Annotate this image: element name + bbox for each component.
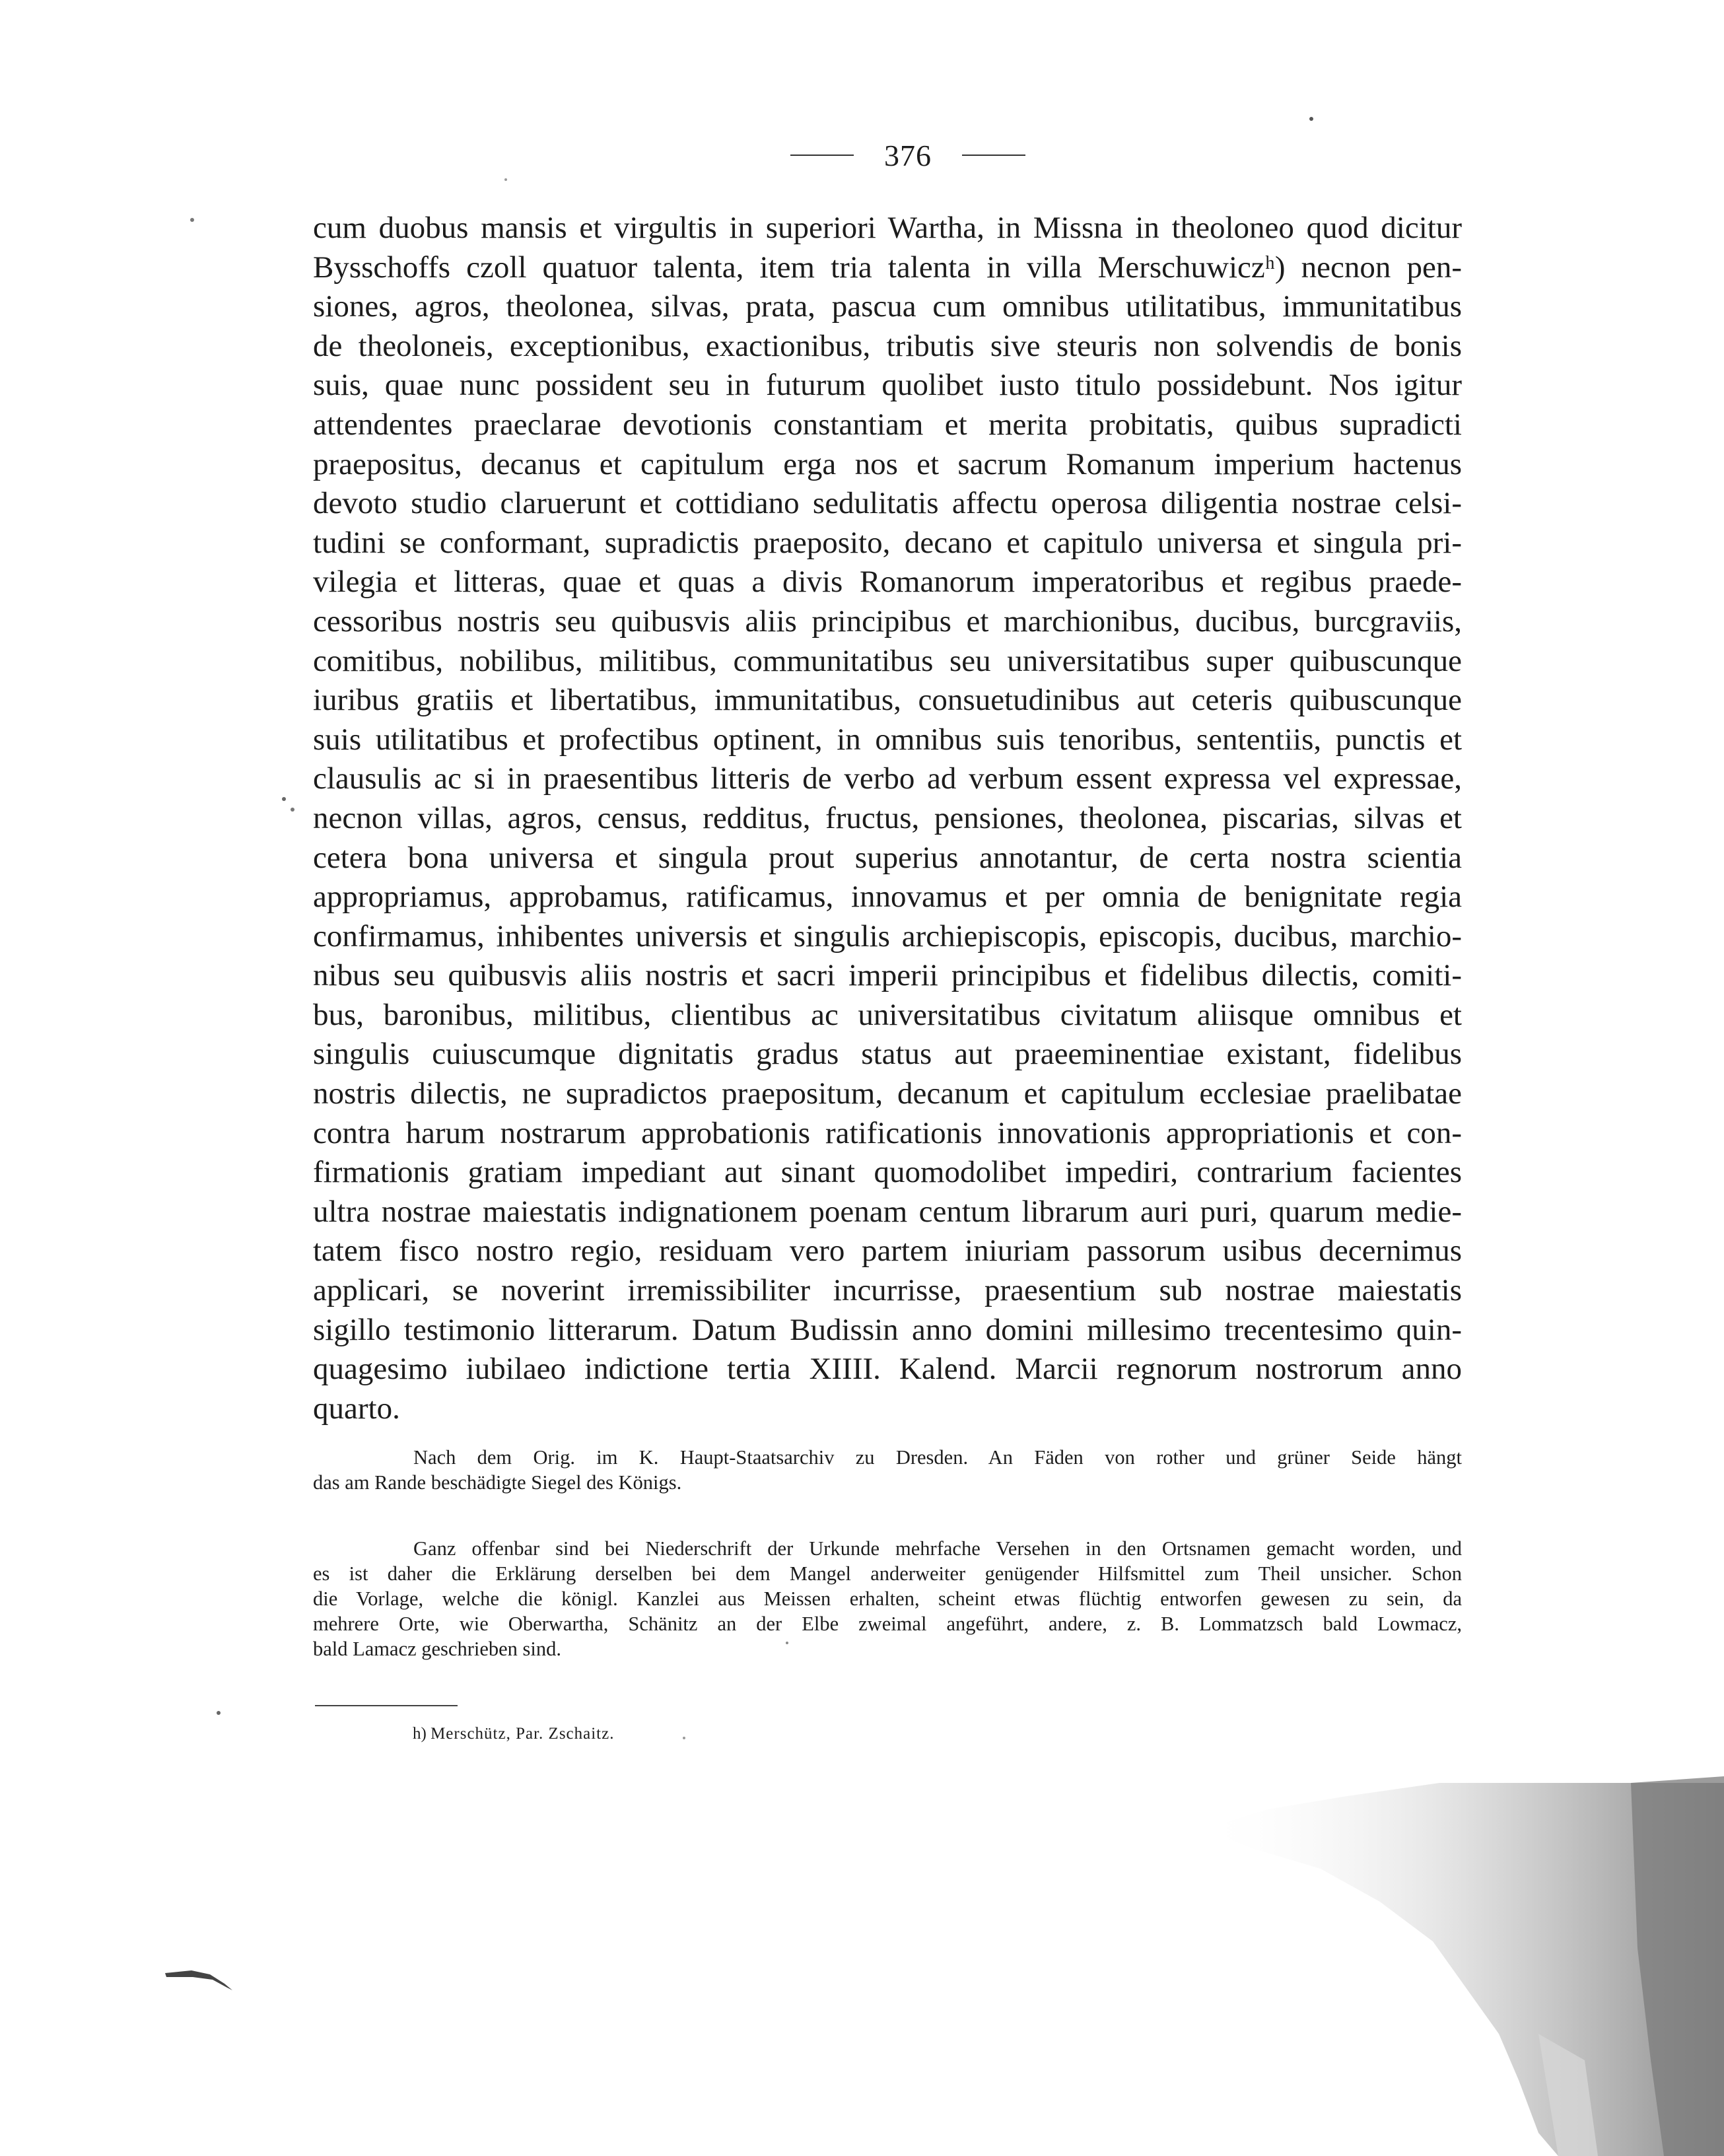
body-line: necnon villas, agros, census, redditus, fructus, pensiones, theolonea, piscarias, silvas et	[313, 800, 1462, 835]
page-header	[782, 135, 1033, 175]
body-line: devoto studio claruerunt et cottidiano sedulitatis affectu operosa diligentia nostrae celsi-	[313, 486, 1462, 521]
body-line: bus, baronibus, militibus, clientibus ac universitatibus civitatum aliisque omnibus et	[313, 997, 1462, 1032]
footnote-marker: h)	[413, 1725, 427, 1743]
body-line: tudini se conformant, supradictis praeposito, decano et capitulo universa et singula pri-	[313, 525, 1462, 560]
footnote	[413, 1725, 614, 1743]
body-line: confirmamus, inhibentes universis et singulis archiepiscopis, episcopis, ducibus, marchio-	[313, 919, 1462, 954]
page-number: 376	[884, 138, 932, 172]
body-line: nostris dilectis, ne supradictos praepositum, decanum et capitulum ecclesiae praelibatae	[313, 1076, 1462, 1111]
footnote-text: Merschütz, Par. Zschaitz.	[431, 1725, 615, 1743]
body-line: applicari, se noverint irremissibiliter incurrisse, praesentium sub nostrae maiestatis	[313, 1273, 1462, 1308]
body-line: quarto.	[313, 1391, 400, 1426]
commentary-line: mehrere Orte, wie Oberwartha, Schänitz an der Elbe zweimal angeführt, andere, z. B. Lommatzsch bald Lowmacz,	[313, 1613, 1462, 1635]
body-line: singulis cuiuscumque dignitatis gradus status aut praeeminentiae existant, fidelibus	[313, 1037, 1462, 1072]
body-line: Bysschoffs czoll quatuor talenta, item tria talenta in villa Merschuwiczʰ) necnon pen-	[313, 250, 1462, 285]
commentary-line: die Vorlage, welche die königl. Kanzlei aus Meissen erhalten, scheint etwas flüchtig entworfen gewesen zu sein, da	[313, 1587, 1462, 1610]
body-line: clausulis ac si in praesentibus litteris de verbo ad verbum essent expressa vel expressae,	[313, 761, 1462, 796]
body-line: de theoloneis, exceptionibus, exactionibus, tributis sive steuris non solvendis de bonis	[313, 328, 1462, 363]
body-line: praepositus, decanus et capitulum erga nos et sacrum Romanum imperium hactenus	[313, 446, 1462, 481]
source-note-line: Nach dem Orig. im K. Haupt-Staatsarchiv zu Dresden. An Fäden von rother und grüner Seide hängt	[413, 1446, 1462, 1469]
source-note	[313, 1445, 1462, 1495]
header-rule-left	[790, 155, 854, 156]
body-line: contra harum nostrarum approbationis ratificationis innovationis appropriationis et con-	[313, 1115, 1462, 1150]
charter-text	[313, 209, 1462, 1428]
body-line: attendentes praeclarae devotionis constantiam et merita probitatis, quibus supradicti	[313, 407, 1462, 442]
body-line: suis, quae nunc possident seu in futurum quolibet iusto titulo possidebunt. Nos igitur	[313, 368, 1462, 403]
commentary-line: Ganz offenbar sind bei Niederschrift der Urkunde mehrfache Versehen in den Ortsnamen gemacht worden, und	[413, 1537, 1462, 1560]
body-line: tatem fisco nostro regio, residuam vero partem iniuriam passorum usibus decernimus	[313, 1234, 1462, 1269]
editorial-commentary	[313, 1536, 1462, 1661]
body-line: ultra nostrae maiestatis indignationem poenam centum librarum auri puri, quarum medie-	[313, 1194, 1462, 1229]
body-line: nibus seu quibusvis aliis nostris et sacri imperii principibus et fidelibus dilectis, comiti-	[313, 958, 1462, 993]
body-line: firmationis gratiam impediant aut sinant quomodolibet impediri, contrarium facientes	[313, 1155, 1462, 1190]
source-note-line: das am Rande beschädigte Siegel des Königs.	[313, 1471, 682, 1494]
body-line: siones, agros, theolonea, silvas, prata, pascua cum omnibus utilitatibus, immunitatibus	[313, 289, 1462, 324]
commentary-line: bald Lamacz geschrieben sind.	[313, 1638, 562, 1660]
body-line: appropriamus, approbamus, ratificamus, innovamus et per omnia de benignitate regia	[313, 880, 1462, 915]
body-line: cetera bona universa et singula prout superius annotantur, de certa nostra scientia	[313, 840, 1462, 875]
footnote-rule	[315, 1705, 458, 1706]
body-line: suis utilitatibus et profectibus optinent, in omnibus suis tenoribus, sententiis, punctis et	[313, 722, 1462, 757]
body-line: comitibus, nobilibus, militibus, communitatibus seu universitatibus super quibuscunque	[313, 643, 1462, 678]
header-rule-right	[962, 155, 1025, 156]
body-line: quagesimo iubilaeo indictione tertia XIIII. Kalend. Marcii regnorum nostrorum anno	[313, 1352, 1462, 1387]
body-line: iuribus gratiis et libertatibus, immunitatibus, consuetudinibus aut ceteris quibuscunque	[313, 683, 1462, 718]
body-line: vilegia et litteras, quae et quas a divis Romanorum imperatoribus et regibus praede-	[313, 565, 1462, 600]
body-line: sigillo testimonio litterarum. Datum Budissin anno domini millesimo trecentesimo quin-	[313, 1312, 1462, 1347]
body-line: cessoribus nostris seu quibusvis aliis principibus et marchionibus, ducibus, burcgraviis,	[313, 604, 1462, 639]
body-line: cum duobus mansis et virgultis in superiori Wartha, in Missna in theoloneo quod dicitur	[313, 211, 1462, 245]
commentary-line: es ist daher die Erklärung derselben bei dem Mangel anderweiter genügender Hilfsmittel zum Theil unsicher. Schon	[313, 1562, 1462, 1585]
